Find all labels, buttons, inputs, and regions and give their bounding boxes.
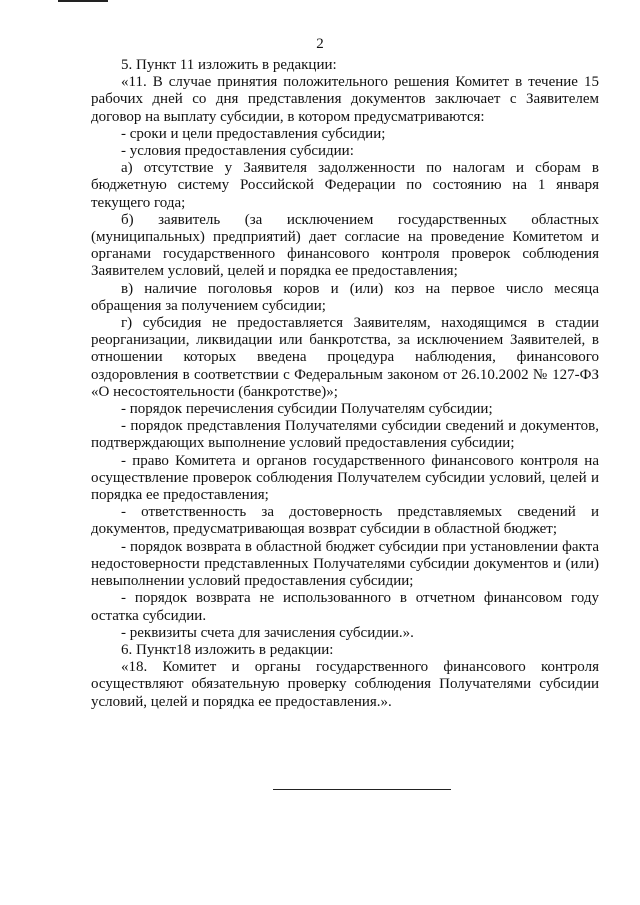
top-edge-mark [58, 0, 108, 2]
list-item-reporting-order: - порядок представления Получателями субсидии сведений и документов, подтверждающих выполнение условий предоставления субсидии; [91, 418, 599, 452]
page-number: 2 [316, 36, 324, 52]
closing-rule [273, 789, 451, 790]
paragraph-item-5: 5. Пункт 11 изложить в редакции: [121, 57, 337, 73]
list-item-conditions: - условия предоставления субсидии: [121, 143, 354, 160]
list-item-transfer-order: - порядок перечисления субсидии Получателям субсидии; [121, 401, 493, 418]
condition-d: г) субсидия не предоставляется Заявителям, находящимся в стадии реорганизации, ликвидации или банкротства, за исключением Заявителей, в отношении которых введена процедура наблюдения, финансового оздоровления в соответствии с Федеральным законом от 26.10.2002 № 127-ФЗ «О несостоятельности (банкротстве)»; [91, 315, 599, 400]
document-body [91, 57, 599, 711]
list-item-responsibility: - ответственность за достоверность представляемых сведений и документов, предусматривающая возврат субсидии в областной бюджет; [91, 504, 599, 538]
paragraph-point-11: «11. В случае принятия положительного решения Комитет в течение 15 рабочих дней со дня представления документов заключает с Заявителем договор на выплату субсидии, в котором предусматриваются: [91, 74, 599, 125]
condition-c: в) наличие поголовья коров и (или) коз на первое число месяца обращения за получением субсидии; [91, 280, 599, 314]
list-item-refund-order: - порядок возврата в областной бюджет субсидии при установлении факта недостоверности представленных Получателями субсидии документов и (или) невыполнении условий предоставления субсидии; [91, 538, 599, 590]
condition-b: б) заявитель (за исключением государственных областных (муниципальных) предприятий) дает согласие на проведение Комитетом и органами государственного финансового контроля проверок соблюдения Заявителем условий, целей и порядка ее предоставления; [91, 211, 599, 280]
list-item-audit-right: - право Комитета и органов государственного финансового контроля на осуществление проверок соблюдения Получателем субсидии условий, целей и порядка ее предоставления; [91, 452, 599, 504]
list-item-unused-balance: - порядок возврата не использованного в отчетном финансовом году остатка субсидии. [91, 590, 599, 624]
paragraph-point-18: «18. Комитет и органы государственного финансового контроля осуществляют обязательную проверку соблюдения Получателями субсидии условий, целей и порядка ее предоставления.». [91, 659, 599, 710]
list-item-terms: - сроки и цели предоставления субсидии; [121, 125, 386, 142]
paragraph-item-6: 6. Пункт18 изложить в редакции: [121, 641, 334, 658]
list-item-bank-details: - реквизиты счета для зачисления субсидии.». [121, 624, 414, 641]
condition-a: а) отсутствие у Заявителя задолженности по налогам и сборам в бюджетную систему Российской Федерации по состоянию на 1 января текущего года; [91, 160, 599, 211]
